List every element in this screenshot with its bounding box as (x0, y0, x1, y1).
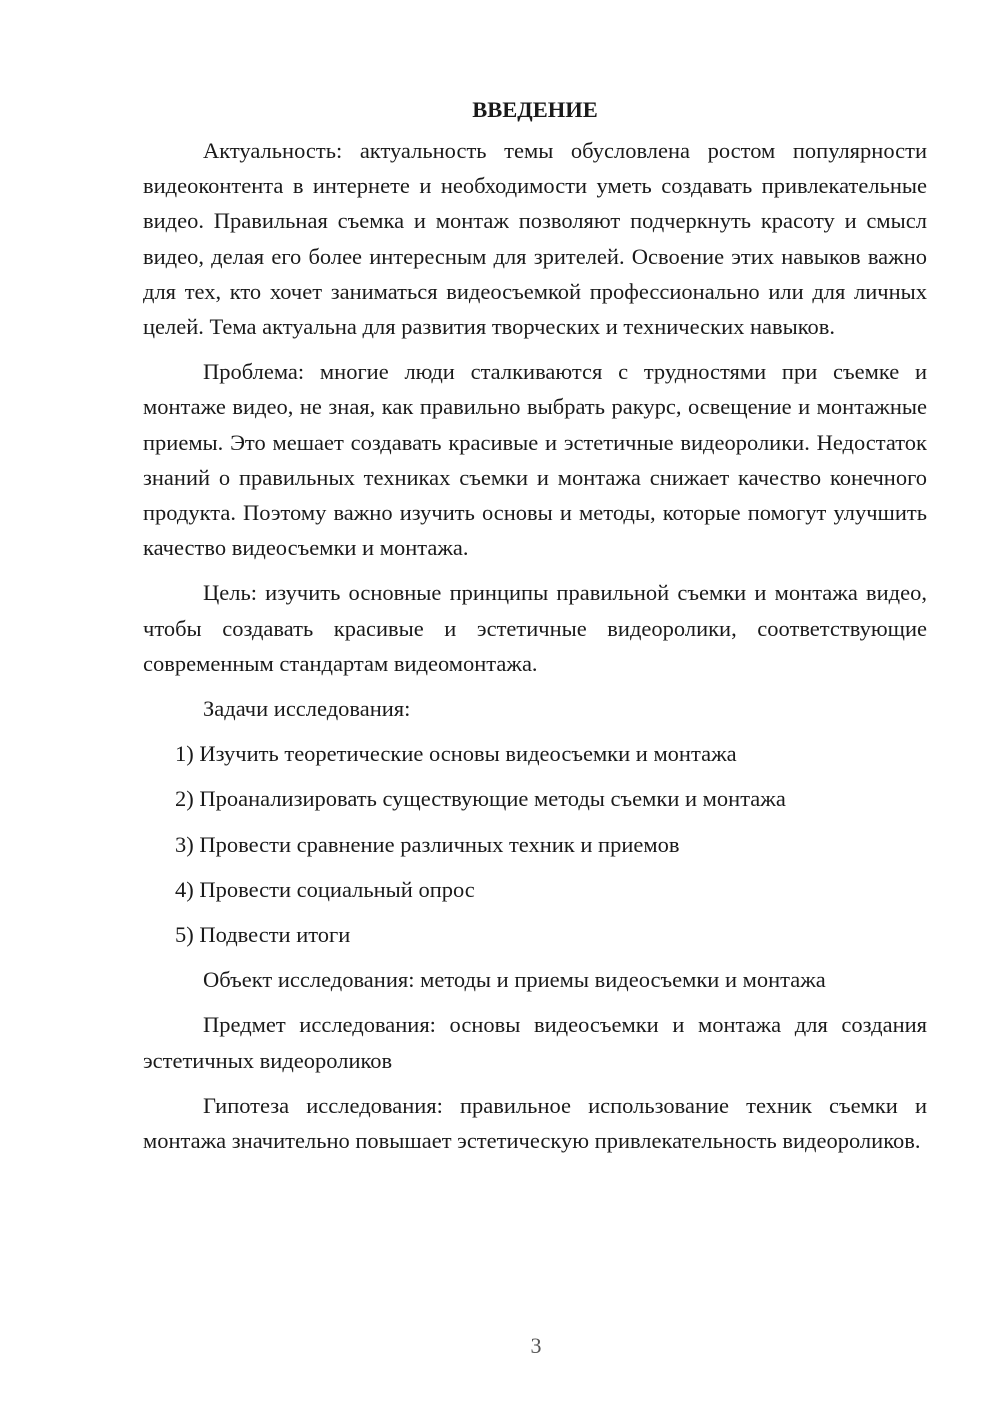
list-item: 4) Провести социальный опрос (175, 876, 475, 902)
list-item: 5) Подвести итоги (175, 922, 351, 948)
paragraph-relevance: Актуальность: актуальность темы обусловлена ростом популярности видеоконтента в интернете и необходимости уметь создавать привлекательные видео. Правильная съемка и монтаж позволяют подчеркнуть красоту и смысл видео, делая его более интересным для зрителей. Освоение этих навыков важно для тех, кто хочет заниматься видеосъемкой профессионально или для личных целей. Тема актуальна для развития творческих и технических навыков. (143, 138, 927, 340)
paragraph-object: Объект исследования: методы и приемы видеосъемки и монтажа (203, 967, 826, 993)
document-page (143, 92, 927, 1158)
paragraph-tasks-heading: Задачи исследования: (203, 696, 411, 722)
page-number: 3 (530, 1333, 542, 1358)
paragraph-goal: Цель: изучить основные принципы правильной съемки и монтажа видео, чтобы создавать красивые и эстетичные видеоролики, соответствующие современным стандартам видеомонтажа. (143, 580, 927, 676)
tasks-list (143, 736, 927, 952)
list-item: 2) Проанализировать существующие методы съемки и монтажа (175, 786, 786, 812)
list-item: 3) Провести сравнение различных техник и приемов (175, 831, 680, 857)
paragraph-subject: Предмет исследования: основы видеосъемки и монтажа для создания эстетичных видеороликов (143, 1012, 927, 1073)
section-title: ВВЕДЕНИЕ (472, 97, 598, 122)
list-item: 1) Изучить теоретические основы видеосъемки и монтажа (175, 741, 737, 767)
paragraph-hypothesis: Гипотеза исследования: правильное использование техник съемки и монтажа значительно повышает эстетическую привлекательность видеороликов. (143, 1092, 927, 1154)
paragraph-problem: Проблема: многие люди сталкиваются с трудностями при съемке и монтаже видео, не зная, как правильно выбрать ракурс, освещение и монтажные приемы. Это мешает создавать красивые и эстетичные видеоролики. Недостаток знаний о правильных техниках съемки и монтажа снижает качество конечного продукта. Поэтому важно изучить основы и методы, которые помогут улучшить качество видеосъемки и монтажа. (143, 359, 927, 561)
